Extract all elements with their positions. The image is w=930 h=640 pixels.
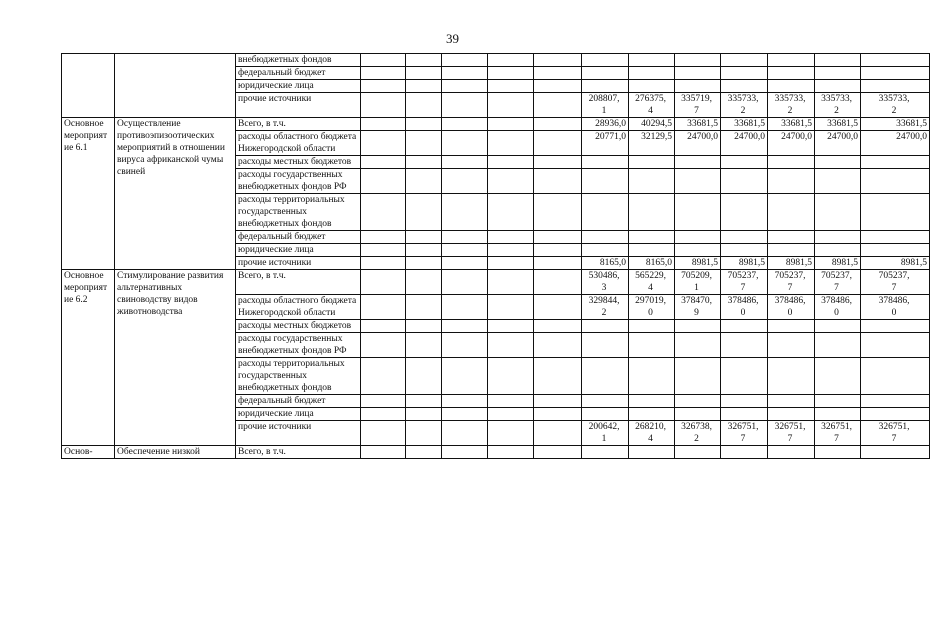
amount-cell: [675, 169, 721, 194]
amount-cell: 530486, 3: [582, 270, 629, 295]
amount-cell: [768, 395, 815, 408]
amount-cell: [629, 54, 675, 67]
amount-cell: 378486, 0: [861, 295, 930, 320]
empty-cell: [361, 231, 406, 244]
amount-cell: [815, 54, 861, 67]
amount-cell: [629, 231, 675, 244]
amount-cell: [629, 320, 675, 333]
empty-cell: [534, 257, 582, 270]
amount-cell: [675, 156, 721, 169]
empty-cell: [442, 118, 488, 131]
amount-cell: 33681,5: [861, 118, 930, 131]
amount-cell: [675, 67, 721, 80]
funding-source-cell: расходы местных бюджетов: [236, 156, 361, 169]
measure-title-cell: Обеспечение низкой: [115, 446, 236, 459]
funding-source-cell: прочие источники: [236, 421, 361, 446]
amount-cell: [721, 358, 768, 395]
amount-cell: [768, 80, 815, 93]
amount-cell: 40294,5: [629, 118, 675, 131]
amount-cell: 329844, 2: [582, 295, 629, 320]
amount-cell: 335719, 7: [675, 93, 721, 118]
funding-source-cell: юридические лица: [236, 244, 361, 257]
measure-code-cell: Основное мероприятие 6.2: [62, 270, 115, 446]
amount-cell: 378470, 9: [675, 295, 721, 320]
empty-cell: [442, 231, 488, 244]
amount-cell: 8165,0: [582, 257, 629, 270]
empty-cell: [442, 54, 488, 67]
measure-title-cell: [115, 54, 236, 118]
empty-cell: [534, 54, 582, 67]
empty-cell: [488, 118, 534, 131]
amount-cell: [629, 80, 675, 93]
amount-cell: [629, 333, 675, 358]
amount-cell: 33681,5: [721, 118, 768, 131]
amount-cell: [768, 333, 815, 358]
table-row: [62, 118, 930, 131]
amount-cell: [861, 156, 930, 169]
amount-cell: 326751, 7: [861, 421, 930, 446]
empty-cell: [406, 295, 442, 320]
empty-cell: [406, 421, 442, 446]
amount-cell: [675, 54, 721, 67]
amount-cell: [768, 231, 815, 244]
program-funding-table: [61, 53, 930, 459]
amount-cell: [721, 231, 768, 244]
empty-cell: [442, 194, 488, 231]
amount-cell: 33681,5: [675, 118, 721, 131]
amount-cell: [675, 244, 721, 257]
amount-cell: [582, 358, 629, 395]
funding-source-cell: расходы государственных внебюджетных фондов РФ: [236, 333, 361, 358]
amount-cell: [815, 194, 861, 231]
empty-cell: [442, 320, 488, 333]
amount-cell: [815, 333, 861, 358]
amount-cell: [815, 169, 861, 194]
funding-source-cell: расходы территориальных государственных внебюджетных фондов: [236, 358, 361, 395]
amount-cell: 705237, 7: [815, 270, 861, 295]
empty-cell: [488, 156, 534, 169]
funding-source-cell: юридические лица: [236, 408, 361, 421]
amount-cell: [721, 408, 768, 421]
empty-cell: [442, 169, 488, 194]
funding-source-cell: прочие источники: [236, 93, 361, 118]
empty-cell: [406, 244, 442, 257]
amount-cell: [582, 156, 629, 169]
amount-cell: [629, 358, 675, 395]
amount-cell: [815, 67, 861, 80]
amount-cell: [768, 446, 815, 459]
amount-cell: 24700,0: [675, 131, 721, 156]
amount-cell: 378486, 0: [815, 295, 861, 320]
amount-cell: [861, 358, 930, 395]
empty-cell: [534, 320, 582, 333]
amount-cell: 28936,0: [582, 118, 629, 131]
amount-cell: [861, 231, 930, 244]
amount-cell: [815, 244, 861, 257]
empty-cell: [442, 421, 488, 446]
amount-cell: [629, 395, 675, 408]
amount-cell: [675, 358, 721, 395]
empty-cell: [488, 131, 534, 156]
amount-cell: 20771,0: [582, 131, 629, 156]
amount-cell: [721, 395, 768, 408]
empty-cell: [534, 80, 582, 93]
empty-cell: [488, 320, 534, 333]
empty-cell: [488, 169, 534, 194]
empty-cell: [361, 421, 406, 446]
empty-cell: [488, 231, 534, 244]
empty-cell: [534, 295, 582, 320]
empty-cell: [361, 93, 406, 118]
empty-cell: [442, 270, 488, 295]
empty-cell: [442, 358, 488, 395]
amount-cell: [675, 80, 721, 93]
amount-cell: [861, 169, 930, 194]
amount-cell: [675, 333, 721, 358]
empty-cell: [442, 131, 488, 156]
empty-cell: [534, 408, 582, 421]
empty-cell: [488, 257, 534, 270]
amount-cell: [815, 408, 861, 421]
empty-cell: [406, 118, 442, 131]
amount-cell: 335733, 2: [861, 93, 930, 118]
amount-cell: [815, 156, 861, 169]
empty-cell: [488, 93, 534, 118]
empty-cell: [534, 93, 582, 118]
amount-cell: 335733, 2: [721, 93, 768, 118]
table-row: [62, 54, 930, 67]
empty-cell: [488, 358, 534, 395]
amount-cell: [582, 194, 629, 231]
empty-cell: [534, 446, 582, 459]
measure-code-cell: [62, 54, 115, 118]
amount-cell: [582, 169, 629, 194]
amount-cell: 24700,0: [721, 131, 768, 156]
amount-cell: [721, 244, 768, 257]
page-number: 39: [446, 31, 459, 46]
amount-cell: [582, 80, 629, 93]
amount-cell: 200642, 1: [582, 421, 629, 446]
amount-cell: [861, 80, 930, 93]
amount-cell: [721, 54, 768, 67]
empty-cell: [534, 270, 582, 295]
amount-cell: 335733, 2: [768, 93, 815, 118]
amount-cell: 24700,0: [768, 131, 815, 156]
amount-cell: [815, 358, 861, 395]
amount-cell: [768, 156, 815, 169]
amount-cell: [675, 194, 721, 231]
amount-cell: [861, 333, 930, 358]
amount-cell: 8981,5: [675, 257, 721, 270]
empty-cell: [361, 131, 406, 156]
amount-cell: [582, 333, 629, 358]
empty-cell: [442, 446, 488, 459]
amount-cell: [721, 67, 768, 80]
amount-cell: [861, 395, 930, 408]
amount-cell: [721, 320, 768, 333]
empty-cell: [534, 421, 582, 446]
empty-cell: [361, 446, 406, 459]
amount-cell: 33681,5: [768, 118, 815, 131]
empty-cell: [442, 80, 488, 93]
empty-cell: [361, 270, 406, 295]
empty-cell: [361, 395, 406, 408]
table-row: [62, 446, 930, 459]
amount-cell: [629, 194, 675, 231]
empty-cell: [406, 446, 442, 459]
amount-cell: [675, 395, 721, 408]
amount-cell: [582, 231, 629, 244]
empty-cell: [534, 67, 582, 80]
amount-cell: 276375, 4: [629, 93, 675, 118]
empty-cell: [488, 408, 534, 421]
amount-cell: [861, 194, 930, 231]
amount-cell: [768, 194, 815, 231]
empty-cell: [406, 156, 442, 169]
empty-cell: [534, 333, 582, 358]
amount-cell: [582, 408, 629, 421]
amount-cell: [582, 446, 629, 459]
amount-cell: [815, 80, 861, 93]
empty-cell: [406, 408, 442, 421]
empty-cell: [406, 270, 442, 295]
empty-cell: [361, 169, 406, 194]
amount-cell: [815, 446, 861, 459]
empty-cell: [488, 333, 534, 358]
amount-cell: [768, 169, 815, 194]
amount-cell: [721, 156, 768, 169]
amount-cell: [861, 54, 930, 67]
amount-cell: 32129,5: [629, 131, 675, 156]
funding-source-cell: расходы местных бюджетов: [236, 320, 361, 333]
amount-cell: [582, 320, 629, 333]
funding-source-cell: внебюджетных фондов: [236, 54, 361, 67]
funding-source-cell: расходы областного бюджета Нижегородской области: [236, 131, 361, 156]
empty-cell: [442, 395, 488, 408]
amount-cell: 705237, 7: [721, 270, 768, 295]
amount-cell: [861, 446, 930, 459]
empty-cell: [442, 93, 488, 118]
amount-cell: 565229, 4: [629, 270, 675, 295]
empty-cell: [406, 333, 442, 358]
amount-cell: [768, 358, 815, 395]
empty-cell: [488, 421, 534, 446]
funding-source-cell: Всего, в т.ч.: [236, 270, 361, 295]
amount-cell: [629, 156, 675, 169]
amount-cell: [861, 244, 930, 257]
amount-cell: 8981,5: [861, 257, 930, 270]
amount-cell: 378486, 0: [768, 295, 815, 320]
empty-cell: [406, 320, 442, 333]
empty-cell: [442, 295, 488, 320]
funding-source-cell: прочие источники: [236, 257, 361, 270]
empty-cell: [534, 156, 582, 169]
amount-cell: [582, 244, 629, 257]
empty-cell: [488, 244, 534, 257]
amount-cell: [721, 333, 768, 358]
empty-cell: [406, 67, 442, 80]
amount-cell: 297019, 0: [629, 295, 675, 320]
funding-source-cell: расходы территориальных государственных внебюджетных фондов: [236, 194, 361, 231]
amount-cell: [629, 67, 675, 80]
table-row: [62, 270, 930, 295]
empty-cell: [488, 54, 534, 67]
empty-cell: [361, 54, 406, 67]
amount-cell: 326751, 7: [815, 421, 861, 446]
empty-cell: [361, 80, 406, 93]
amount-cell: [768, 54, 815, 67]
empty-cell: [406, 169, 442, 194]
empty-cell: [442, 257, 488, 270]
measure-code-cell: Основное мероприятие 6.1: [62, 118, 115, 270]
empty-cell: [488, 395, 534, 408]
amount-cell: 24700,0: [861, 131, 930, 156]
measure-code-cell: Основ-: [62, 446, 115, 459]
funding-source-cell: расходы областного бюджета Нижегородской области: [236, 295, 361, 320]
amount-cell: [675, 408, 721, 421]
empty-cell: [406, 257, 442, 270]
amount-cell: [768, 244, 815, 257]
empty-cell: [361, 320, 406, 333]
amount-cell: [675, 320, 721, 333]
amount-cell: [815, 231, 861, 244]
amount-cell: [582, 67, 629, 80]
amount-cell: 705237, 7: [861, 270, 930, 295]
empty-cell: [442, 333, 488, 358]
amount-cell: 33681,5: [815, 118, 861, 131]
amount-cell: [675, 231, 721, 244]
amount-cell: 268210, 4: [629, 421, 675, 446]
amount-cell: [768, 320, 815, 333]
empty-cell: [534, 118, 582, 131]
amount-cell: 208807, 1: [582, 93, 629, 118]
amount-cell: 8165,0: [629, 257, 675, 270]
amount-cell: 8981,5: [815, 257, 861, 270]
empty-cell: [488, 194, 534, 231]
empty-cell: [488, 67, 534, 80]
empty-cell: [442, 67, 488, 80]
amount-cell: 24700,0: [815, 131, 861, 156]
amount-cell: [861, 320, 930, 333]
empty-cell: [406, 358, 442, 395]
amount-cell: [861, 67, 930, 80]
amount-cell: 378486, 0: [721, 295, 768, 320]
amount-cell: 326751, 7: [721, 421, 768, 446]
amount-cell: [721, 194, 768, 231]
empty-cell: [488, 446, 534, 459]
amount-cell: [721, 169, 768, 194]
empty-cell: [488, 270, 534, 295]
empty-cell: [406, 80, 442, 93]
empty-cell: [406, 131, 442, 156]
empty-cell: [534, 395, 582, 408]
amount-cell: [629, 408, 675, 421]
empty-cell: [534, 244, 582, 257]
funding-source-cell: Всего, в т.ч.: [236, 446, 361, 459]
funding-source-cell: федеральный бюджет: [236, 395, 361, 408]
empty-cell: [361, 194, 406, 231]
empty-cell: [406, 54, 442, 67]
amount-cell: [861, 408, 930, 421]
empty-cell: [361, 257, 406, 270]
empty-cell: [406, 231, 442, 244]
funding-source-cell: федеральный бюджет: [236, 231, 361, 244]
empty-cell: [361, 244, 406, 257]
amount-cell: 705237, 7: [768, 270, 815, 295]
amount-cell: [815, 395, 861, 408]
empty-cell: [488, 295, 534, 320]
empty-cell: [442, 244, 488, 257]
empty-cell: [534, 231, 582, 244]
empty-cell: [406, 395, 442, 408]
empty-cell: [534, 131, 582, 156]
empty-cell: [442, 408, 488, 421]
empty-cell: [488, 80, 534, 93]
measure-title-cell: Стимулирование развития альтернативных свиноводству видов животноводства: [115, 270, 236, 446]
empty-cell: [442, 156, 488, 169]
amount-cell: 335733, 2: [815, 93, 861, 118]
funding-source-cell: федеральный бюджет: [236, 67, 361, 80]
empty-cell: [361, 295, 406, 320]
amount-cell: [721, 80, 768, 93]
amount-cell: 326751, 7: [768, 421, 815, 446]
empty-cell: [406, 93, 442, 118]
empty-cell: [534, 194, 582, 231]
amount-cell: [768, 67, 815, 80]
empty-cell: [361, 118, 406, 131]
amount-cell: 326738, 2: [675, 421, 721, 446]
amount-cell: [582, 54, 629, 67]
amount-cell: [768, 408, 815, 421]
empty-cell: [534, 358, 582, 395]
empty-cell: [361, 358, 406, 395]
amount-cell: [815, 320, 861, 333]
funding-source-cell: юридические лица: [236, 80, 361, 93]
empty-cell: [361, 156, 406, 169]
amount-cell: [629, 446, 675, 459]
amount-cell: [675, 446, 721, 459]
empty-cell: [534, 169, 582, 194]
amount-cell: [582, 395, 629, 408]
empty-cell: [406, 194, 442, 231]
amount-cell: 8981,5: [768, 257, 815, 270]
amount-cell: [629, 244, 675, 257]
measure-title-cell: Осуществление противоэпизоотических мероприятий в отношении вируса африканской чумы свиней: [115, 118, 236, 270]
empty-cell: [361, 67, 406, 80]
amount-cell: [721, 446, 768, 459]
empty-cell: [361, 333, 406, 358]
empty-cell: [361, 408, 406, 421]
amount-cell: [629, 169, 675, 194]
funding-source-cell: Всего, в т.ч.: [236, 118, 361, 131]
funding-source-cell: расходы государственных внебюджетных фондов РФ: [236, 169, 361, 194]
amount-cell: 705209, 1: [675, 270, 721, 295]
amount-cell: 8981,5: [721, 257, 768, 270]
